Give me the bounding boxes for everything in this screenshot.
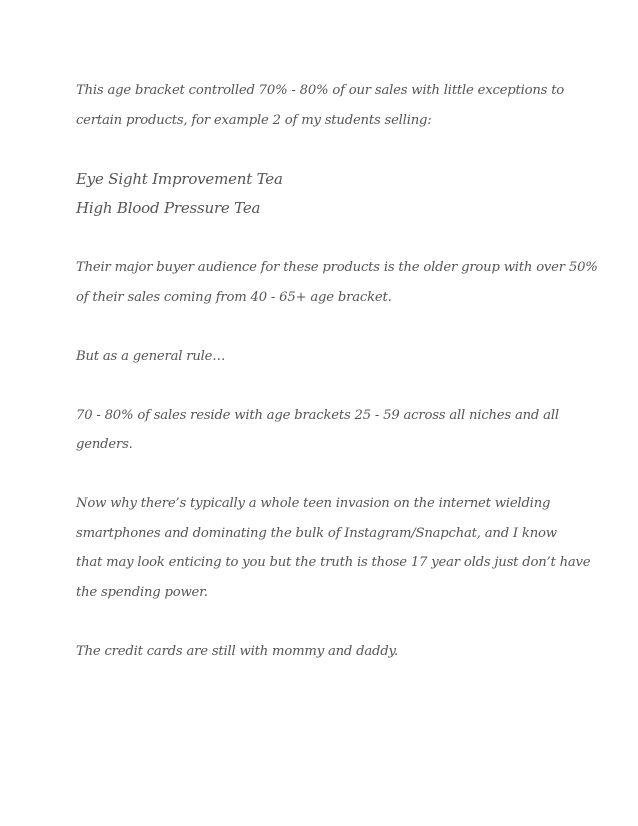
document-body xyxy=(76,76,598,666)
paragraph-buyer-audience xyxy=(76,253,598,312)
paragraph-general-rule xyxy=(76,342,576,372)
paragraph-gap xyxy=(76,607,576,637)
text-line: genders. xyxy=(76,437,133,452)
text-line: the spending power. xyxy=(76,584,208,600)
paragraph-teen-invasion xyxy=(76,489,591,607)
product-item: Eye Sight Improvement Tea xyxy=(76,169,283,188)
paragraph-credit-cards xyxy=(76,637,576,667)
paragraph-gap xyxy=(76,312,576,342)
text-line: smartphones and dominating the bulk of Instagram/Snapchat, and I know xyxy=(76,525,557,541)
text-line: Their major buyer audience for these products is the older group with over 50% xyxy=(76,260,598,275)
product-item: High Blood Pressure Tea xyxy=(76,199,261,217)
paragraph-gap xyxy=(76,371,576,401)
paragraph-age-bracket xyxy=(76,76,576,135)
paragraph-sales-ages xyxy=(76,401,576,460)
paragraph-gap xyxy=(76,135,576,165)
paragraph-gap xyxy=(76,224,576,254)
paragraph-gap xyxy=(76,460,576,490)
text-line: of their sales coming from 40 - 65+ age bracket. xyxy=(76,289,392,305)
text-line: The credit cards are still with mommy and daddy. xyxy=(76,643,399,659)
text-line: This age bracket controlled 70% - 80% of our sales with little exceptions to xyxy=(76,83,565,98)
text-line: that may look enticing to you but the truth is those 17 year olds just don’t have xyxy=(76,555,591,570)
text-line: 70 - 80% of sales reside with age brackets 25 - 59 across all niches and all xyxy=(76,407,559,423)
text-line: Now why there’s typically a whole teen invasion on the internet wielding xyxy=(76,496,551,511)
paragraph-product-list xyxy=(76,165,576,224)
text-line: certain products, for example 2 of my students selling: xyxy=(76,112,432,128)
text-line: But as a general rule… xyxy=(76,348,226,364)
